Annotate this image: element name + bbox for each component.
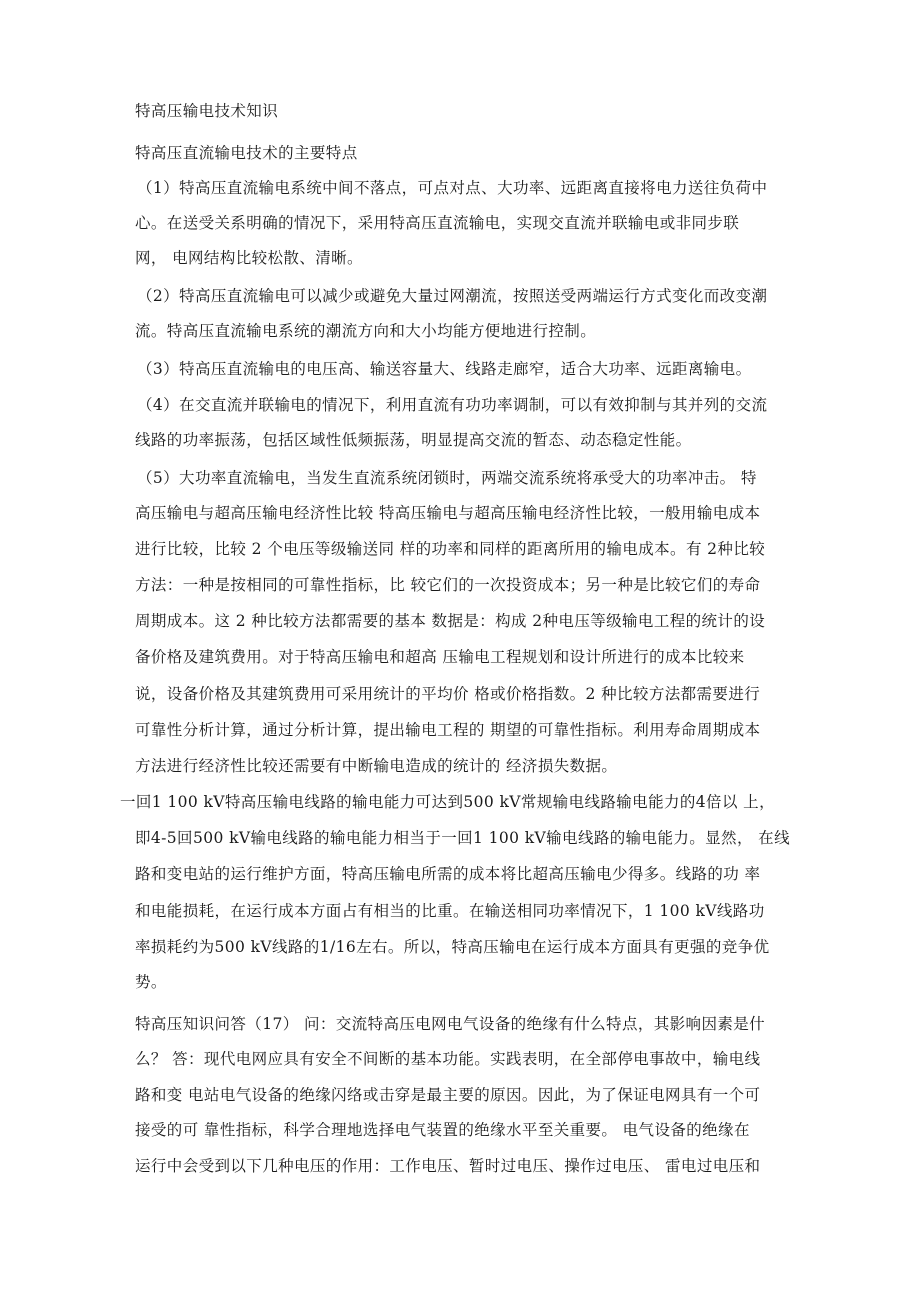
body-line: 网， 电网结构比较松散、清晰。 — [135, 249, 363, 267]
body-line: 心。在送受关系明确的情况下，采用特高压直流输电，实现交直流并联输电或非同步联 — [135, 214, 740, 232]
body-line: （3）特高压直流输电的电压高、输送容量大、线路走廊窄，适合大功率、远距离输电。 — [137, 360, 752, 378]
body-line: 么？ 答：现代电网应具有安全不间断的基本功能。实践表明，在全部停电事故中，输电线 — [135, 1050, 761, 1068]
body-line: 说，设备价格及其建筑费用可采用统计的平均价 格或价格指数。2 种比较方法都需要进行 — [135, 685, 761, 703]
body-line: 运行中会受到以下几种电压的作用：工作电压、暂时过电压、操作过电压、 雷电过电压和 — [135, 1157, 761, 1175]
body-line: （2）特高压直流输电可以减少或避免大量过网潮流，按照送受两端运行方式变化而改变潮 — [137, 287, 768, 305]
body-line: （1）特高压直流输电系统中间不落点，可点对点、大功率、远距离直接将电力送往负荷中 — [137, 179, 768, 197]
body-line: 方法：一种是按相同的可靠性指标，比 较它们的一次投资成本；另一种是比较它们的寿命 — [135, 576, 761, 594]
body-line: 率损耗约为500 kV线路的1/16左右。所以，特高压输电在运行成本方面具有更强的竞争优 — [135, 938, 770, 956]
body-line: 接受的可 靠性指标，科学合理地选择电气装置的绝缘水平至关重要。 电气设备的绝缘在 — [135, 1121, 750, 1139]
section-heading: 特高压直流输电技术的主要特点 — [135, 144, 358, 162]
body-line: 路和变 电站电气设备的绝缘闪络或击穿是最主要的原因。因此，为了保证电网具有一个可 — [135, 1086, 761, 1104]
body-line: 特高压知识问答（17） 问：交流特高压电网电气设备的绝缘有什么特点，其影响因素是什 — [135, 1015, 766, 1033]
body-line: 路和变电站的运行维护方面，特高压输电所需的成本将比超高压输电少得多。线路的功 率 — [135, 865, 761, 883]
body-line: 可靠性分析计算，通过分析计算，提出输电工程的 期望的可靠性指标。利用寿命周期成本 — [135, 721, 761, 739]
body-line: （4）在交直流并联输电的情况下，利用直流有功功率调制，可以有效抑制与其并列的交流 — [137, 396, 768, 414]
body-line: 高压输电与超高压输电经济性比较 特高压输电与超高压输电经济性比较，一般用输电成本 — [135, 504, 761, 522]
body-line: （5）大功率直流输电，当发生直流系统闭锁时，两端交流系统将承受大的功率冲击。 特 — [137, 469, 757, 487]
body-line: 线路的功率振荡，包括区域性低频振荡，明显提高交流的暂态、动态稳定性能。 — [135, 431, 692, 449]
body-line: 和电能损耗，在运行成本方面占有相当的比重。在输送相同功率情况下，1 100 kV线路功 — [135, 902, 765, 920]
body-line: 流。特高压直流输电系统的潮流方向和大小均能方便地进行控制。 — [135, 322, 597, 340]
body-line: 周期成本。这 2 种比较方法都需要的基本 数据是：构成 2种电压等级输电工程的统计的设 — [135, 612, 766, 630]
body-line: 势。 — [135, 973, 167, 991]
body-line: 方法进行经济性比较还需要有中断输电造成的统计的 经济损失数据。 — [135, 757, 618, 775]
body-line: 进行比较，比较 2 个电压等级输送同 样的功率和同样的距离所用的输电成本。有 2种比较 — [135, 540, 766, 558]
body-line: 即4-5回500 kV输电线路的输电能力相当于一回1 100 kV输电线路的输电能力。显然， 在线 — [135, 829, 790, 847]
body-line: 一回1 100 kV特高压输电线路的输电能力可达到500 kV常规输电线路输电能力的4倍以 上， — [120, 793, 775, 811]
body-line: 备价格及建筑费用。对于特高压输电和超高 压输电工程规划和设计所进行的成本比较来 — [135, 648, 745, 666]
document-title: 特高压输电技术知识 — [135, 102, 279, 120]
